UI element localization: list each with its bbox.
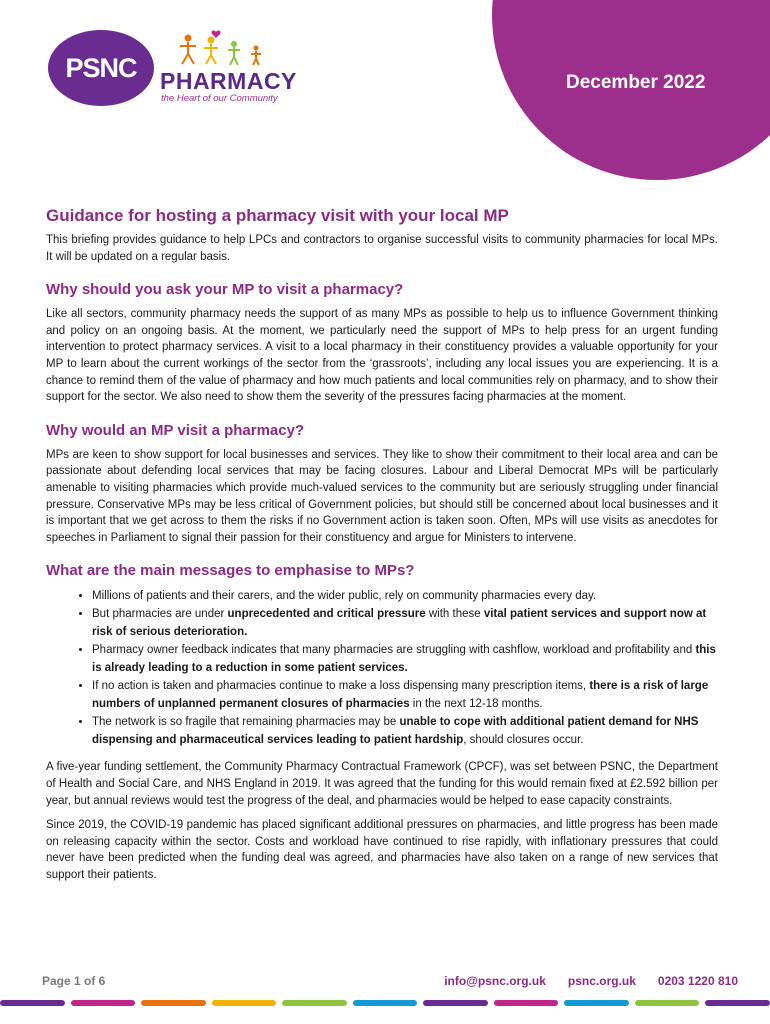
logo-abbrev: PSNC — [65, 52, 137, 83]
footer-bar-segment — [282, 1000, 347, 1006]
logo-tagline: the Heart of our Community — [161, 93, 278, 104]
footer-website-link[interactable]: psnc.org.uk — [567, 974, 636, 988]
footer-bar-segment — [635, 1000, 700, 1006]
list-item: • Millions of patients and their carers, and the wider public, rely on community pharmacies every day. — [92, 587, 718, 605]
messages-list — [46, 587, 718, 749]
footer-bar-segment — [141, 1000, 206, 1006]
footer-phone: 0203 1220 810 — [657, 974, 738, 988]
logo-pharmacy-word: PHARMACY — [160, 68, 297, 94]
footer-email-link[interactable]: info@psnc.org.uk — [444, 974, 546, 988]
section-body-why-visit: MPs are keen to show support for local businesses and services. They like to show their commitment to their local area and can be passionate about defending local services that may be facing closures. Labour and Liberal Democrat MPs will be particularly amenable to visiting pharmacies which provide much-valued services to the community but are seriously struggling under financial pressure. Conservative MPs may be less critical of Government policies, but should still be concerned about local businesses and it is important that we get across to them the risks if no Government action is taken soon. Often, MPs will use visits as anecdotes for speeches in Parliament to signal their passion for their constituency and argue for Ministers to intervene. — [46, 448, 718, 544]
footer-bar-segment — [494, 1000, 559, 1006]
footer-bar-segment — [705, 1000, 770, 1006]
footer-bar-segment — [564, 1000, 629, 1006]
list-item: • Pharmacy owner feedback indicates that many pharmacies are struggling with cashflow, workload and profitability and this is already leading to a reduction in some patient services. — [92, 641, 718, 677]
psnc-logo — [48, 22, 298, 114]
list-item: • But pharmacies are under unprecedented and critical pressure with these vital patient services and support now at risk of serious deterioration. — [92, 605, 718, 641]
header-date: December 2022 — [566, 72, 706, 93]
section-heading-why-ask: Why should you ask your MP to visit a pharmacy? — [46, 281, 404, 299]
document-body — [46, 206, 718, 891]
page-number: Page 1 of 6 — [42, 974, 106, 988]
footer-color-bar — [0, 1000, 770, 1006]
document-title: Guidance for hosting a pharmacy visit with your local MP — [46, 206, 509, 225]
psnc-oval — [48, 30, 154, 106]
section-body-why-ask: Like all sectors, community pharmacy needs the support of as many MPs as possible to help us to influence Government thinking and policy on an ongoing basis. At the moment, we particularly need the support of MPs to help press for an urgent funding intervention to protect pharmacy services. A visit to a local pharmacy in their constituency provides a valuable opportunity for your MP to learn about the current workings of the sector from the ‘grassroots’, including any local issues you are experiencing. It is a chance to remind them of the value of pharmacy and how much patients and local communities rely on pharmacy, and to show their support for the sector. We also need to show them the severity of the pressures facing pharmacies at the moment. — [46, 308, 718, 404]
footer-bar-segment — [212, 1000, 277, 1006]
funding-paragraph: A five-year funding settlement, the Community Pharmacy Contractual Framework (CPCF), was set between PSNC, the Department of Health and Social Care, and NHS England in 2019. It was agreed that the funding for this would remain fixed at £2.592 billion per year, but annual reviews would test the progress of the deal, and pharmacies would be helped to ease capacity constraints. — [46, 761, 718, 807]
footer-bar-segment — [0, 1000, 65, 1006]
footer-bar-segment — [423, 1000, 488, 1006]
section-heading-messages: What are the main messages to emphasise to MPs? — [46, 562, 415, 580]
covid-paragraph: Since 2019, the COVID-19 pandemic has placed significant additional pressures on pharmacies, and little progress has been made on releasing capacity within the sector. Costs and workload have continued to rise rapidly, with inflationary pressures that could never have been predicted when the funding deal was agreed, and pharmacies have also taken on a range of new services that support their patients. — [46, 819, 718, 881]
footer-bar-segment — [71, 1000, 136, 1006]
list-item: • If no action is taken and pharmacies continue to make a loss dispensing many prescription items, there is a risk of large numbers of unplanned permanent closures of pharmacies in the next 12-18 months. — [92, 677, 718, 713]
family-figures-icon — [166, 30, 286, 70]
footer-bar-segment — [353, 1000, 418, 1006]
intro-paragraph: This briefing provides guidance to help LPCs and contractors to organise successful visits to community pharmacies for local MPs. It will be updated on a regular basis. — [46, 234, 718, 263]
section-heading-why-visit: Why would an MP visit a pharmacy? — [46, 421, 305, 439]
list-item: • The network is so fragile that remaining pharmacies may be unable to cope with additional patient demand for NHS dispensing and pharmaceutical services leading to patient hardship, should closures occur. — [92, 713, 718, 749]
footer-contacts — [444, 974, 738, 988]
